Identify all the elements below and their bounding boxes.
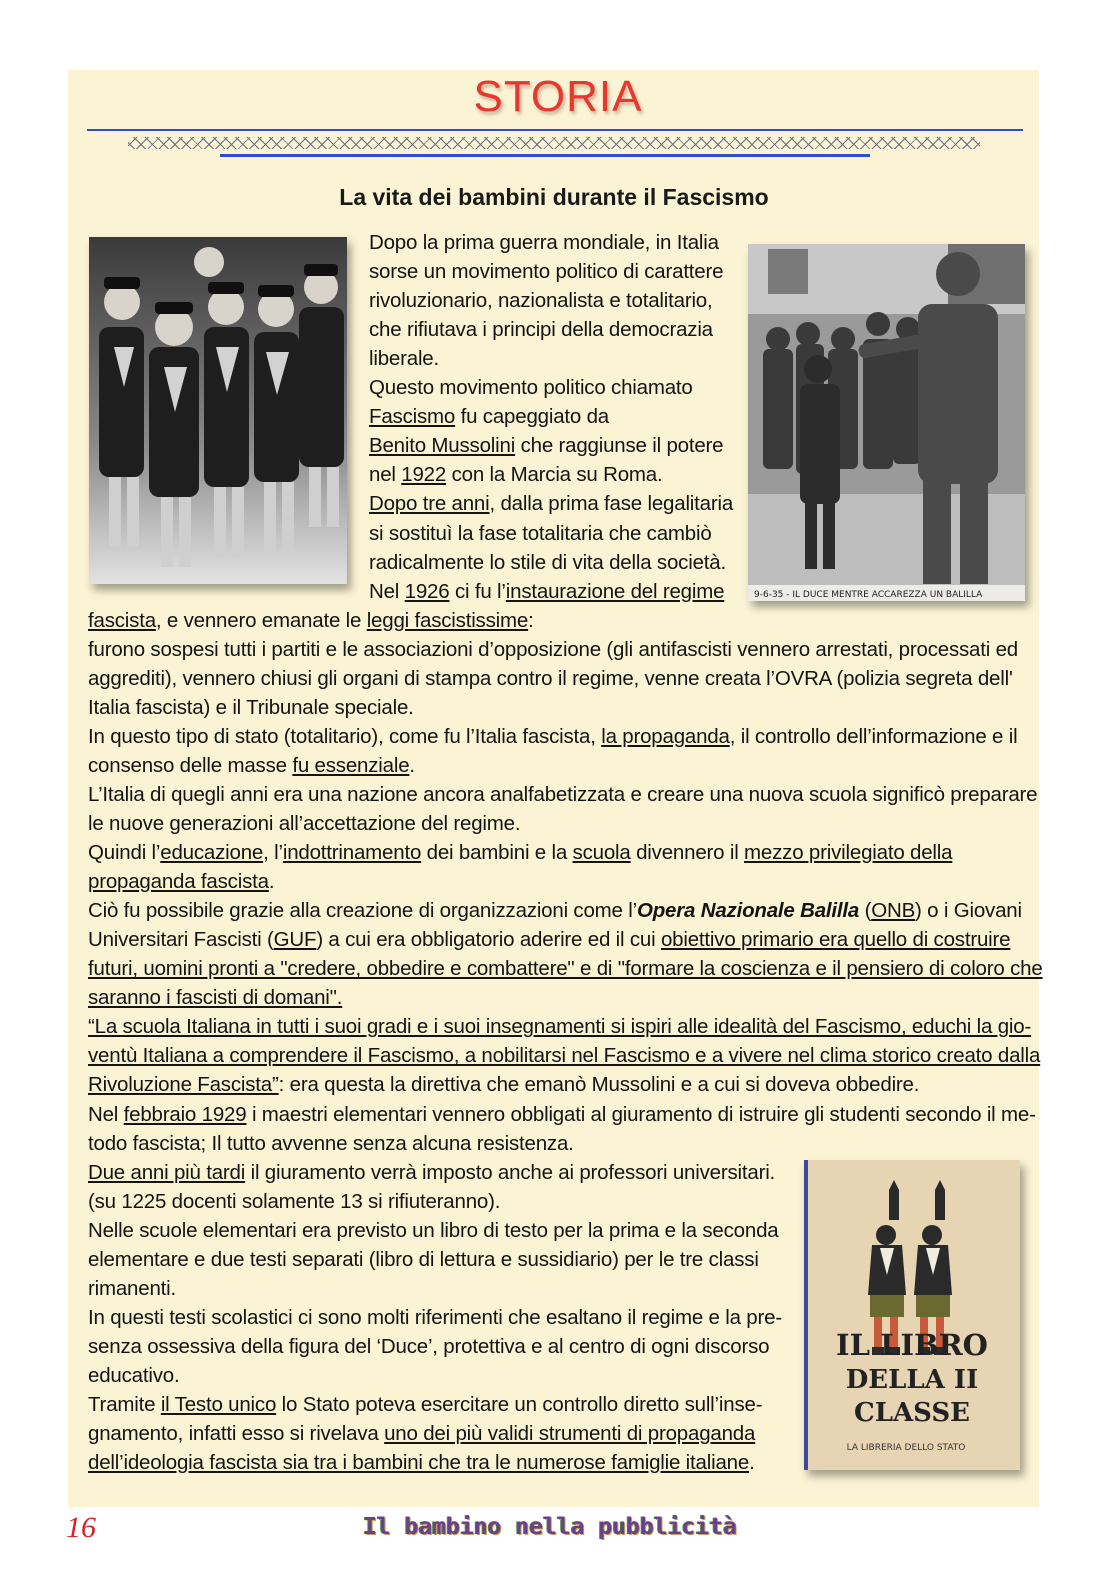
underlined-text: instaurazione del regime [505,579,725,603]
underlined-text: GUF [273,928,317,952]
text-span: Quindi l’ [88,841,161,865]
underlined-text: Dopo tre anni [369,492,490,516]
text-span: Nel [88,1102,124,1126]
text-span: nel [369,463,402,487]
text-line [88,954,1043,983]
text-line [88,606,534,635]
text-span: , dalla prima fase legalitaria [489,492,734,516]
text-line [369,344,439,373]
text-span: In questi testi scolastici ci sono molti riferimenti che esaltano il regime e la pre- [88,1305,782,1329]
text-line [369,489,733,518]
text-span: , l’ [263,841,283,865]
book-title-line1: IL LIBRO [836,1328,988,1362]
underlined-text: Rivoluzione Fascista” [88,1073,279,1097]
text-line [88,1303,782,1332]
underlined-text: obiettivo primario era quello di costruire [660,928,1011,952]
text-span: Opera Nazionale Balilla [636,899,860,923]
text-span: todo fascista; Il tutto avvenne senza alcuna resistenza. [88,1131,574,1155]
underlined-text: 1922 [401,463,447,487]
text-line [88,664,1013,693]
text-line [88,1419,755,1448]
text-span: Italia fascista) e il Tribunale speciale. [88,695,414,719]
text-line [88,1070,919,1099]
page-number: 16 [66,1511,96,1544]
underlined-text: mezzo privilegiato della [744,841,953,865]
underlined-text: dell’ideologia fascista sia tra i bambini che tra le numerose famiglie italiane [88,1451,750,1475]
book-title-line3: CLASSE [854,1398,970,1428]
balilla-children-photo [89,237,347,584]
text-span: , e vennero emanate le [155,608,367,632]
underlined-text: il Testo unico [160,1393,277,1416]
underlined-text: fascista [88,608,156,632]
text-line [88,1216,778,1245]
text-line [88,1187,500,1216]
text-line [369,402,609,431]
underlined-text: futuri, uomini pronti a "credere, obbedire e combattere" e di "formare la coscienza e il pensiero di coloro che [88,957,1043,981]
text-span: Tramite [88,1393,161,1416]
text-span: : era questa la direttiva che emanò Mussolini e a cui si doveva obbedire. [278,1073,920,1097]
text-line [88,1012,1031,1041]
text-line [88,1332,769,1361]
text-span: divennero il [630,841,745,865]
underlined-text: febbraio 1929 [123,1102,247,1126]
text-span: lo Stato poteva esercitare un controllo diretto sull’inse- [276,1393,763,1416]
text-span: L’Italia di quegli anni era una nazione ancora analfabetizzata e creare una nuova scuola significò preparare [88,782,1038,806]
text-span: furono sospesi tutti i partiti e le associazioni d’opposizione (gli antifascisti vennero arrestati, processati ed [88,637,1018,661]
text-span: rimanenti. [88,1276,177,1300]
text-line [369,315,713,344]
text-span: educativo. [88,1363,180,1387]
underlined-text: “La scuola Italiana in tutti i suoi gradi e i suoi insegnamenti si ispiri alle idealità del Fascismo, educhi la gio- [88,1015,1032,1039]
text-span: Ciò fu possibile grazie alla creazione di organizzazioni come l’ [88,899,637,923]
underlined-text: la propaganda [601,724,730,748]
text-line [88,693,414,722]
text-line [88,780,1037,809]
underlined-text: educazione [160,841,264,865]
underlined-text: propaganda fascista [88,870,269,894]
text-span: sorse un movimento politico di carattere [369,260,724,284]
text-span: radicalmente lo stile di vita della società. [369,550,726,574]
text-span: In questo tipo di stato (totalitario), come fu l’Italia fascista, [88,724,602,748]
text-line [369,228,719,257]
photo-caption: 9-6-35 - IL DUCE MENTRE ACCAREZZA UN BALILLA [754,590,983,600]
underlined-text: ventù Italiana a comprendere il Fascismo, a nobilitarsi nel Fascismo e a vivere nel clima storico creato dalla [88,1044,1041,1068]
text-line [369,431,723,460]
page-title: STORIA [473,72,643,121]
text-span: , il controllo dell’informazione e il [729,724,1018,748]
text-span: aggrediti), vennero chiusi gli organi di stampa contro il regime, venne creata l’OVRA (polizia segreta dell' [88,666,1013,690]
text-line [88,1041,1040,1070]
text-span: con la Marcia su Roma. [446,463,663,487]
text-span: rivoluzionario, nazionalista e totalitario, [369,289,713,313]
text-line [88,1390,762,1419]
text-line [88,867,274,896]
text-span: ) o i Giovani [915,899,1022,923]
mussolini-balilla-photo [748,244,1025,601]
underlined-text: scuola [572,841,631,865]
text-line [88,1129,574,1158]
text-span: (su 1225 docenti solamente 13 si rifiuteranno). [88,1189,501,1213]
text-line [88,1100,1036,1129]
text-span: dei bambini e la [421,841,573,865]
text-line [88,1274,176,1303]
underlined-text: fu essenziale [292,753,410,777]
text-span: Nel [369,579,405,603]
text-line [88,809,520,838]
text-span: ci fu l’ [449,579,506,603]
text-line [369,373,693,402]
text-span: : [528,608,534,632]
book-title-line2: DELLA II [845,1365,979,1395]
text-line [88,751,415,780]
text-span: consenso delle masse [88,753,293,777]
underlined-text: Benito Mussolini [369,434,516,458]
underlined-text: Due anni più tardi [88,1160,246,1184]
text-line [88,838,952,867]
text-line [88,983,342,1012]
underlined-text: uno dei più validi strumenti di propaganda [384,1422,756,1446]
underlined-text: saranno i fascisti di domani". [88,986,343,1010]
text-span: il giuramento verrà imposto anche ai professori universitari. [245,1160,776,1184]
text-span: Nelle scuole elementari era previsto un libro di testo per la prima e la seconda [88,1218,779,1242]
text-line [369,257,723,286]
book-publisher: LA LIBRERIA DELLO STATO [846,1443,966,1453]
text-line [88,896,1022,925]
text-line [88,1158,775,1187]
text-line [88,635,1018,664]
text-span: ) a cui era obbligatorio aderire ed il cui [316,928,661,952]
underlined-text: ONB [871,899,916,923]
underlined-text: Fascismo [369,405,456,429]
text-line [369,460,663,489]
text-span: che rifiutava i principi della democrazia [369,318,713,342]
underlined-text: leggi fascistissime [366,608,529,632]
text-span: liberale. [369,347,439,371]
text-span: . [268,870,275,894]
text-line [369,519,712,548]
text-span: Universitari Fascisti ( [88,928,274,952]
article-subtitle: La vita dei bambini durante il Fascismo [339,184,769,210]
book-cover-image [804,1160,1020,1470]
text-line [88,1361,179,1390]
text-span: Questo movimento politico chiamato [369,376,693,400]
underlined-text: 1926 [404,579,450,603]
text-span: le nuove generazioni all’accettazione del regime. [88,812,521,835]
text-line [369,286,713,315]
text-span: si sostituì la fase totalitaria che cambiò [369,521,712,545]
text-span: che raggiunse il potere [515,434,724,458]
text-span: i maestri elementari vennero obbligati al giuramento di istruire gli studenti secondo il me- [246,1102,1036,1126]
text-span: . [409,753,415,777]
text-span: fu capeggiato da [455,405,610,429]
text-span: gnamento, infatti esso si rivelava [88,1422,385,1446]
text-span: elementare e due testi separati (libro di lettura e sussidiario) per le tre classi [88,1247,759,1271]
publication-footer: Il bambino nella pubblicità [363,1514,737,1540]
text-line [369,548,726,577]
underlined-text: indottrinamento [282,841,422,865]
text-span: senza ossessiva della figura del ‘Duce’, protettiva e al centro di ogni discorso [88,1334,770,1358]
text-line [88,722,1017,751]
text-span: . [749,1451,755,1475]
text-line [369,577,724,606]
text-span: Dopo la prima guerra mondiale, in Italia [369,231,719,254]
text-span: ( [859,899,872,923]
text-line [88,925,1010,954]
text-line [88,1245,759,1274]
decorative-border [128,137,980,149]
title-divider-bottom [220,154,870,157]
title-divider-top [87,129,1023,131]
text-line [88,1448,755,1477]
